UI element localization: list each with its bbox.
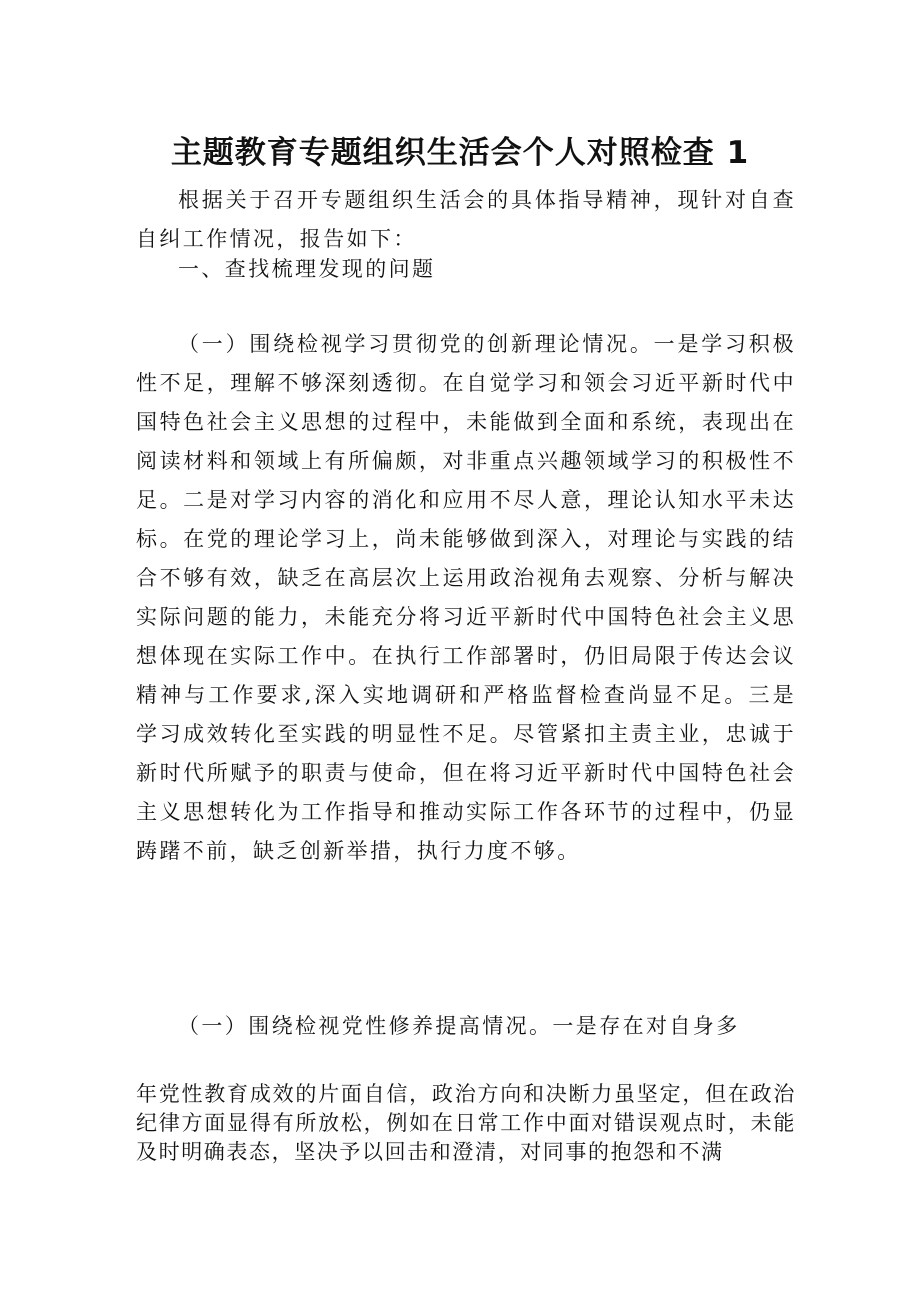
section-1-paragraph: （一）围绕检视学习贯彻党的创新理论情况。一是学习积极性不足，理解不够深刻透彻。在自觉学习和领会习近平新时代中国特色社会主义思想的过程中，未能做到全面和系统，表现出在阅读材料和领域上有所偏颇，对非重点兴趣领域学习的积极性不足。二是对学习内容的消化和应用不尽人意，理论认知水平未达标。在党的理论学习上，尚未能够做到深入，对理论与实践的结合不够有效，缺乏在高层次上运用政治视角去观察、分析与解决实际问题的能力，未能充分将习近平新时代中国特色社会主义思想体现在实际工作中。在执行工作部署时，仍旧局限于传达会议精神与工作要求,深入实地调研和严格监督检查尚显不足。三是学习成效转化至实践的明显性不足。尽管紧扣主责主业，忠诚于新时代所赋予的职责与使命，但在将习近平新时代中国特色社会主义思想转化为工作指导和推动实际工作各环节的过程中，仍显踌躇不前，缺乏创新举措，执行力度不够。: [136, 332, 796, 863]
intro-paragraph: 根据关于召开专题组织生活会的具体指导精神，现针对自查自纠工作情况，报告如下：: [136, 188, 796, 251]
section-2-lead-paragraph: （一）围绕检视党性修养提高情况。一是存在对自身多: [178, 1014, 740, 1038]
document-title: 主题教育专题组织生活会个人对照检查 1: [170, 134, 750, 171]
section-heading: 一、查找梳理发现的问题: [178, 257, 436, 281]
section-2-body-paragraph: 年党性教育成效的片面自信，政治方向和决断力虽坚定，但在政治纪律方面显得有所放松，例如在日常工作中面对错误观点时，未能及时明确表态，坚决予以回击和澄清，对同事的抱怨和不满: [136, 1082, 796, 1164]
